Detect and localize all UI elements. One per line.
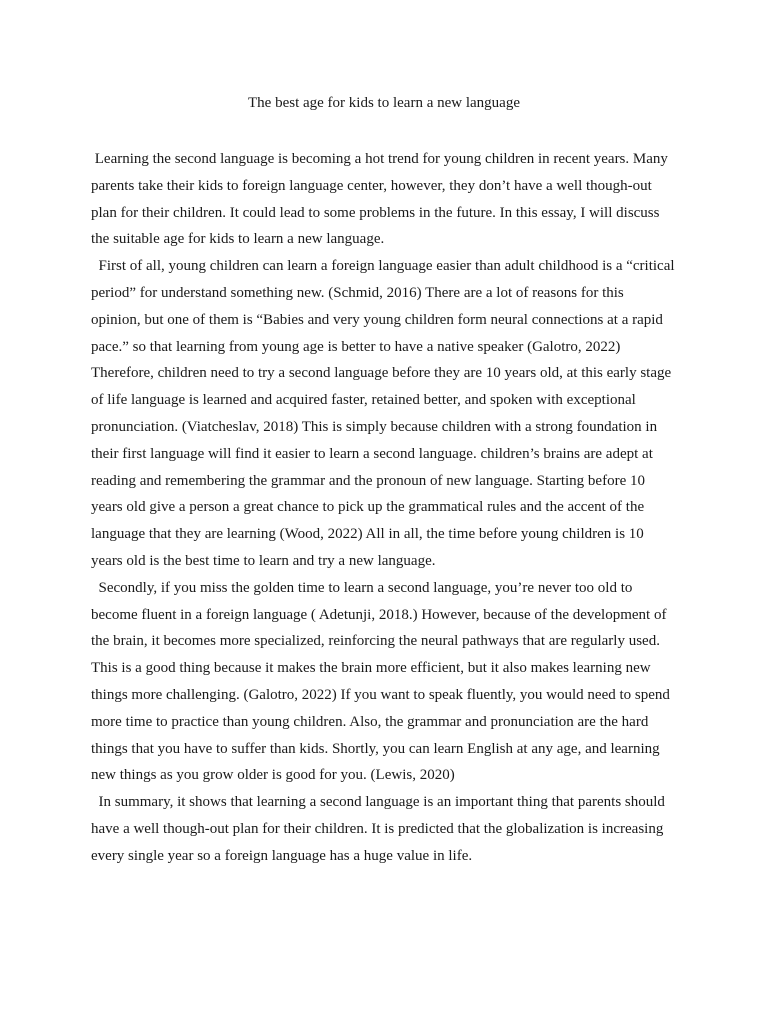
text-line: of life language is learned and acquired faster, retained better, and spoken with exceptional: [91, 392, 636, 409]
text-line: have a well though-out plan for their children. It is predicted that the globalization is increasing: [91, 820, 664, 837]
text-line: become fluent in a foreign language ( Adetunji, 2018.) However, because of the development of: [91, 606, 667, 623]
text-line: the brain, it becomes more specialized, reinforcing the neural pathways that are regularly used.: [91, 633, 660, 650]
essay-body: [91, 146, 691, 870]
text-line: pronunciation. (Viatcheslav, 2018) This is simply because children with a strong foundation in: [91, 418, 658, 435]
text-line: their first language will find it easier to learn a second language. children’s brains are adept at: [91, 445, 653, 462]
text-line: This is a good thing because it makes the brain more efficient, but it also makes learning new: [91, 660, 651, 677]
text-line: things more challenging. (Galotro, 2022) If you want to speak fluently, you would need to spend: [91, 686, 670, 703]
text-line: parents take their kids to foreign language center, however, they don’t have a well though-out: [91, 177, 652, 194]
text-line: years old give a person a great chance to pick up the grammatical rules and the accent of the: [91, 499, 645, 516]
text-line: language that they are learning (Wood, 2022) All in all, the time before young children is 10: [91, 526, 644, 543]
text-line: new things as you grow older is good for you. (Lewis, 2020): [91, 767, 455, 784]
text-line: the suitable age for kids to learn a new language.: [91, 231, 385, 248]
text-line: plan for their children. It could lead to some problems in the future. In this essay, I will discuss: [91, 204, 660, 221]
text-line: Secondly, if you miss the golden time to learn a second language, you’re never too old to: [91, 579, 633, 596]
text-line: things that you have to suffer than kids. Shortly, you can learn English at any age, and learning: [91, 740, 660, 757]
text-line: pace.” so that learning from young age is better to have a native speaker (Galotro, 2022): [91, 338, 621, 355]
text-line: First of all, young children can learn a foreign language easier than adult childhood is a “critical: [91, 258, 675, 275]
document-title: The best age for kids to learn a new language: [248, 95, 520, 111]
text-line: more time to practice than young children. Also, the grammar and pronunciation are the hard: [91, 713, 649, 730]
text-line: reading and remembering the grammar and the pronoun of new language. Starting before 10: [91, 472, 645, 489]
text-line: years old is the best time to learn and try a new language.: [91, 552, 436, 569]
text-line: Learning the second language is becoming a hot trend for young children in recent years. Many: [91, 151, 668, 167]
text-line: opinion, but one of them is “Babies and very young children form neural connections at a rapid: [91, 311, 663, 328]
text-line: In summary, it shows that learning a second language is an important thing that parents should: [91, 794, 665, 811]
text-line: every single year so a foreign language has a huge value in life.: [91, 847, 473, 864]
text-line: period” for understand something new. (Schmid, 2016) There are a lot of reasons for this: [91, 284, 624, 301]
text-line: Therefore, children need to try a second language before they are 10 years old, at this early stage: [91, 365, 672, 382]
